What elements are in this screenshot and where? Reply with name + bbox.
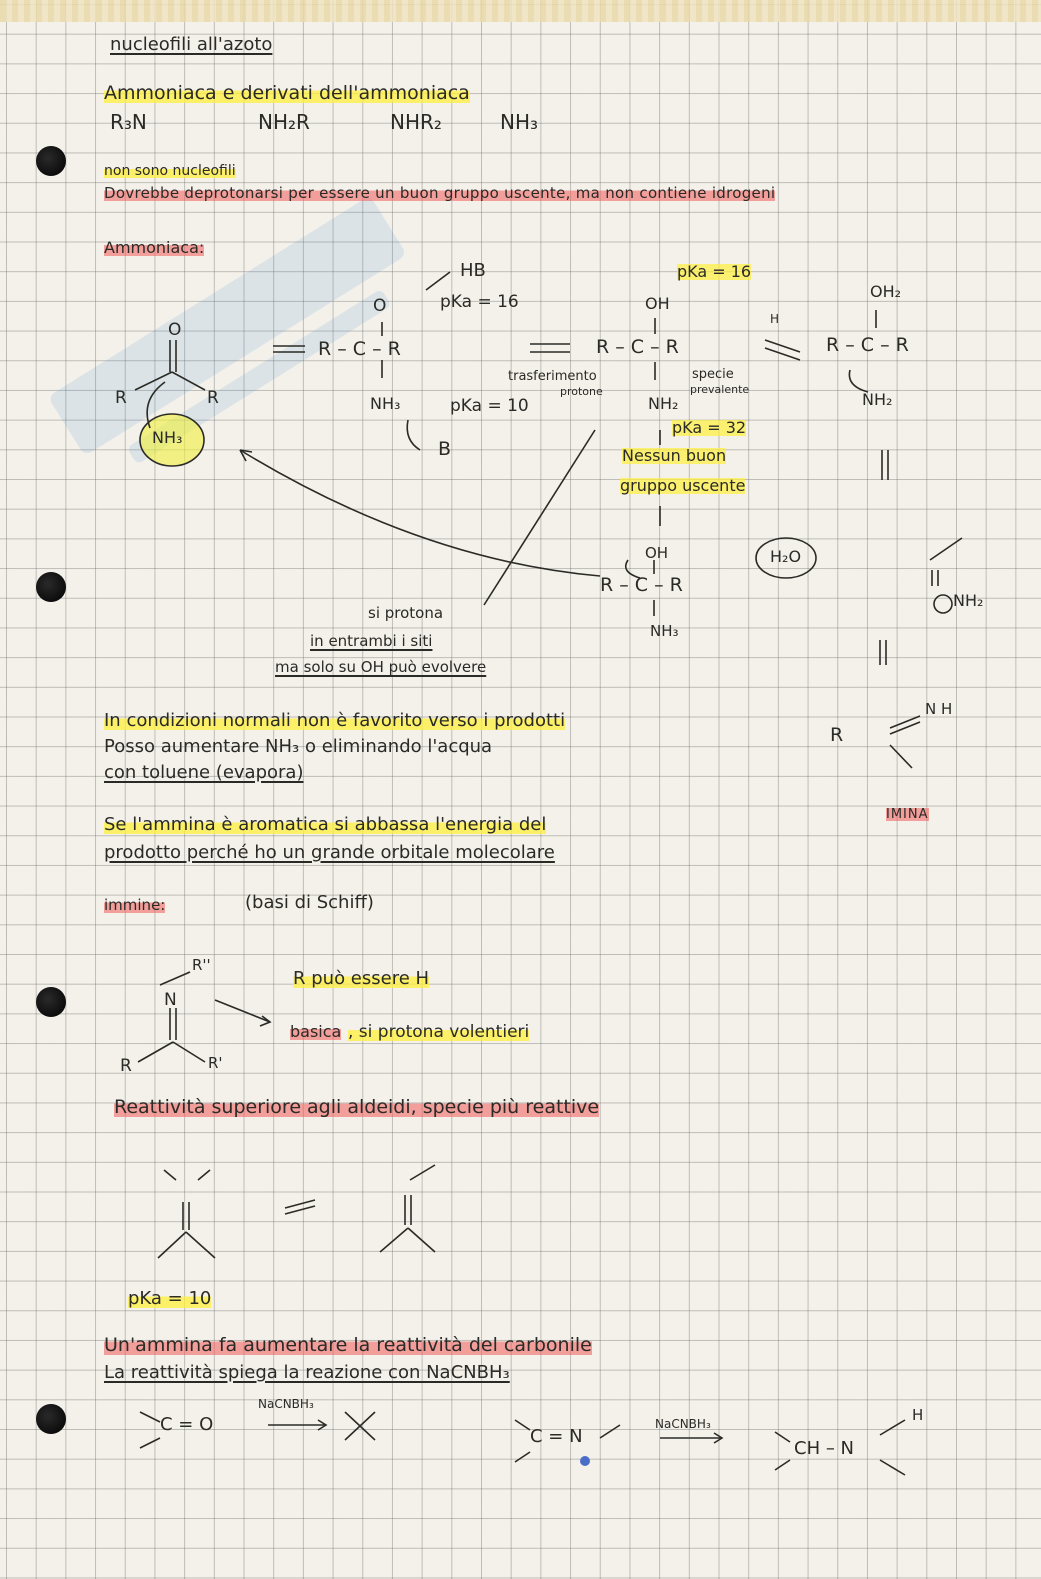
formula: NH₃	[500, 110, 539, 134]
oh-label: OH	[645, 294, 670, 313]
oxygen-label: O	[168, 320, 182, 340]
r-label: R	[207, 388, 219, 408]
nh3-plus-label: NH₃	[370, 394, 401, 413]
carbon-chain: R – C – R	[600, 574, 683, 596]
carbon-chain: R – C – R	[826, 334, 909, 356]
text-r-puo: R può essere H	[293, 968, 430, 989]
heading-ammoniaca-derivati: Ammoniaca e derivati dell'ammoniaca	[104, 82, 470, 104]
pka-label: pKa = 16	[440, 292, 519, 312]
heading-ammoniaca: Ammoniaca:	[104, 238, 205, 257]
note-ma-solo: ma solo su OH può evolvere	[275, 658, 487, 676]
nh2-label: NH₂	[953, 591, 984, 610]
note-non-nucleofili: non sono nucleofili	[104, 163, 236, 179]
imina-label: IMINA	[886, 807, 929, 822]
pka-label: pKa = 10	[450, 396, 529, 416]
text-condizioni: In condizioni normali non è favorito verso i prodotti	[104, 710, 566, 731]
note-nessun-buon: Nessun buon	[622, 446, 727, 465]
text-se-ammina: Se l'ammina è aromatica si abbassa l'energia del	[104, 814, 547, 835]
reagent-label: NaCNBH₃	[258, 1397, 314, 1411]
n-label: N	[164, 990, 177, 1010]
formula: R₃N	[110, 110, 147, 134]
oh-label: OH	[645, 544, 669, 562]
nh3-nucleophile: NH₃	[152, 428, 183, 447]
note-si-protona: si protona	[368, 604, 444, 622]
pka-label: pKa = 16	[677, 262, 752, 281]
text-immine: immine:	[104, 896, 166, 914]
page-title: nucleofili all'azoto	[110, 34, 273, 55]
text-reattivita: Reattività superiore agli aldeidi, specie più reattive	[114, 1096, 600, 1118]
pka-label: pKa = 32	[672, 418, 747, 437]
formula: NHR₂	[390, 110, 442, 134]
note-gruppo-uscente: gruppo uscente	[620, 476, 746, 495]
text-prodotto: prodotto perché ho un grande orbitale molecolare	[104, 842, 555, 863]
reagent-label: NaCNBH₃	[655, 1417, 711, 1431]
r-label: R	[120, 1056, 132, 1076]
note-protone: protone	[560, 385, 603, 398]
text-la-reattivita: La reattività spiega la reazione con NaCNBH₃	[104, 1362, 510, 1383]
oh2-label: OH₂	[870, 282, 902, 301]
nh2-label: NH₂	[862, 390, 893, 409]
water-label: H₂O	[770, 547, 802, 566]
text-un-ammina: Un'ammina fa aumentare la reattività del carbonile	[104, 1334, 592, 1356]
carbon-chain: R – C – R	[596, 336, 679, 358]
o-minus-label: O	[373, 296, 387, 316]
text-protona: , si protona volentieri	[348, 1022, 530, 1042]
nh3-plus-label: NH₃	[650, 622, 679, 640]
r-double-prime: R''	[192, 956, 211, 974]
text-pka10: pKa = 10	[128, 1288, 212, 1309]
hb-label: HB	[460, 260, 486, 281]
note-in-entrambi: in entrambi i siti	[310, 632, 433, 650]
text-posso: Posso aumentare NH₃ o eliminando l'acqua	[104, 736, 493, 757]
formula: NH₂R	[258, 110, 310, 134]
carbonyl-label: C = O	[160, 1414, 214, 1435]
imine-label: C = N	[530, 1426, 583, 1447]
r-label: R	[115, 388, 127, 408]
text-basica: basica	[290, 1022, 342, 1041]
r-prime: R'	[208, 1054, 223, 1072]
note-trasferimento: trasferimento	[508, 369, 597, 384]
amine-label: CH – N	[794, 1438, 855, 1459]
h-plus-label: H	[770, 312, 780, 326]
text-toluene: con toluene (evapora)	[104, 762, 304, 783]
base-label: B	[438, 438, 452, 460]
nh2-label: NH₂	[648, 394, 679, 413]
text-basi-schiff: (basi di Schiff)	[245, 892, 374, 913]
r-label: R	[830, 724, 844, 746]
carbon-chain: R – C – R	[318, 338, 401, 360]
note-deprotonarsi: Dovrebbe deprotonarsi per essere un buon gruppo uscente, ma non contiene idrogeni	[104, 184, 776, 202]
imine-nh-label: N H	[925, 700, 953, 718]
h-label: H	[912, 1406, 924, 1424]
note-prevalente: prevalente	[690, 383, 750, 396]
note-specie: specie	[692, 367, 734, 382]
